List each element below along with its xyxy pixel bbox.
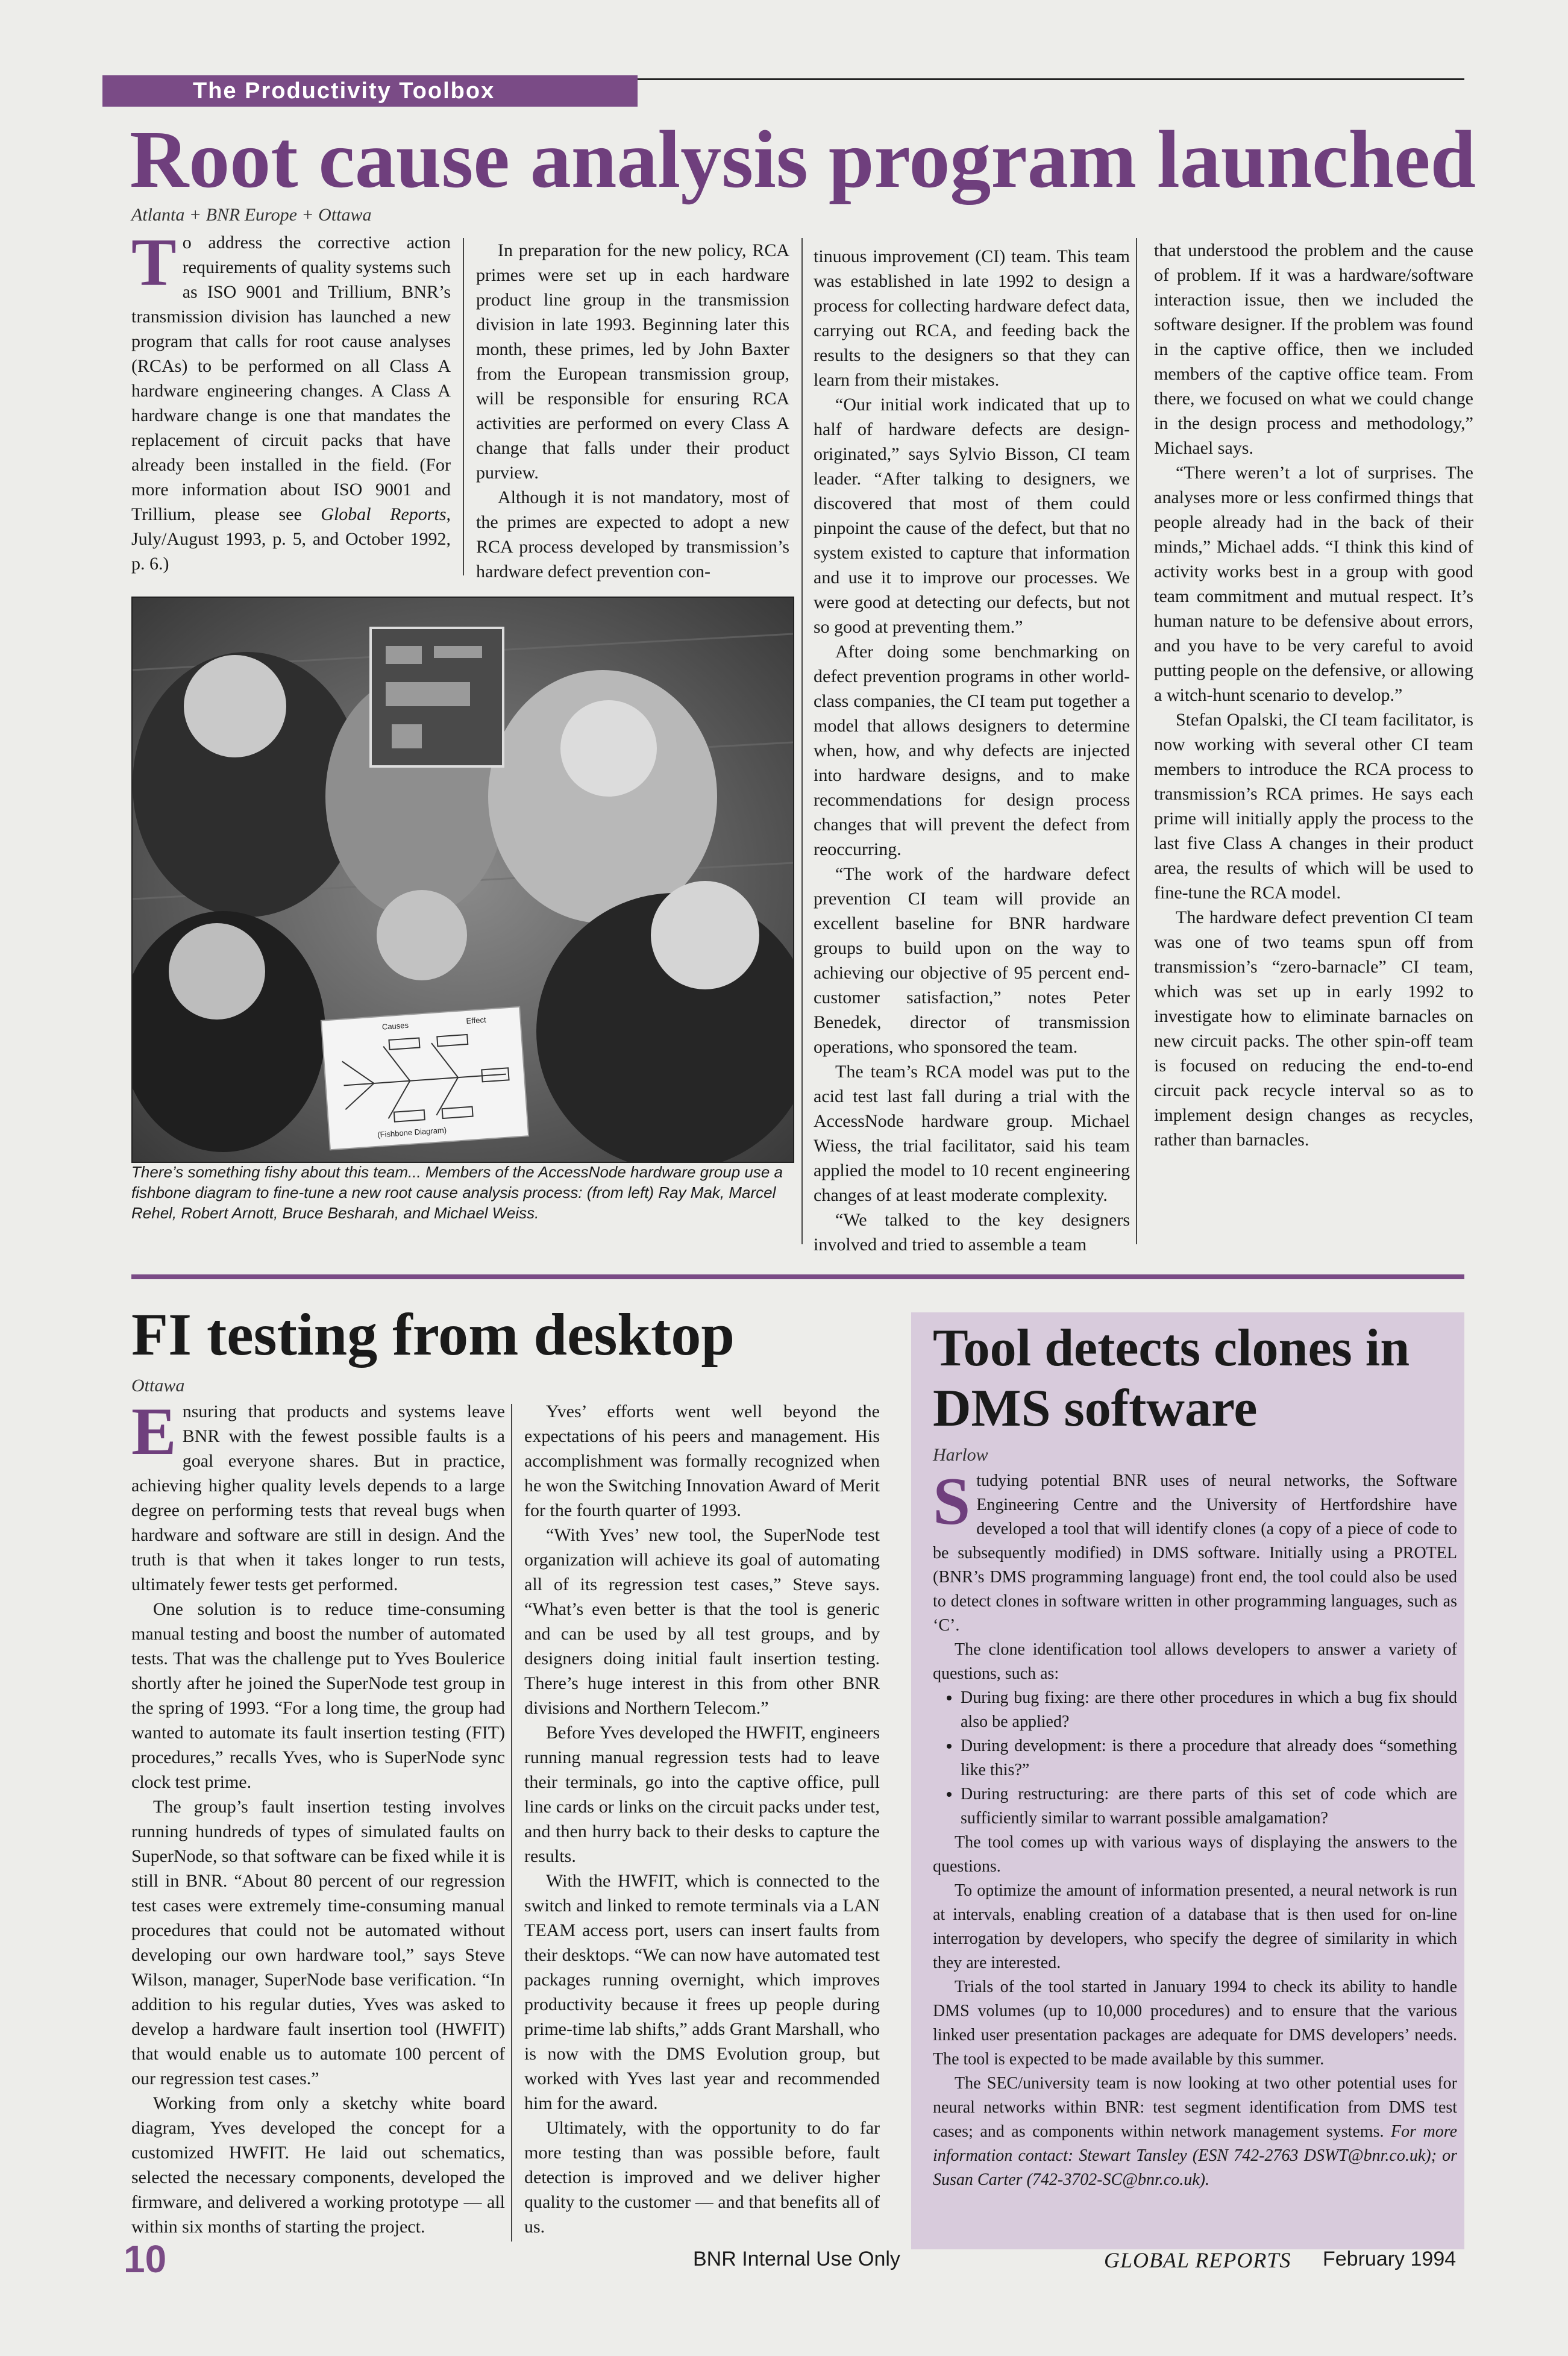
footer-classification: BNR Internal Use Only <box>693 2248 900 2270</box>
article2-column-2 <box>524 1399 880 2255</box>
paragraph: To optimize the amount of information presented, a neural network is run at intervals, enabling creation of a database that is then used for on-line interrogation by developers, who specify the degree of similarity in which they are interested. <box>933 1881 1457 1972</box>
column-rule <box>511 1404 512 2242</box>
article2-column-1 <box>131 1399 505 2255</box>
team-photo <box>131 597 794 1163</box>
paragraph: “Our initial work indicated that up to half of hardware defects are design-originated,” says Sylvio Bisson, CI team leader. “After talking to designers, we discovered that most of them could pinpoint the cause of the defect, but that no system existed to capture that information and use it to improve our processes. We were good at detecting our defects, but not so good at preventing them.” <box>814 395 1130 637</box>
sidebar-body <box>933 1469 1457 2246</box>
paragraph: Working from only a sketchy white board diagram, Yves developed the concept for a customized HWFIT. He laid out schematics, selected the necessary components, developed the firmware, and delivered a working prototype — all within six months of starting the project. <box>131 2093 505 2237</box>
question-list <box>933 1686 1457 1831</box>
paragraph: Trials of the tool started in January 1994 to check its ability to handle DMS volumes (up to 10,000 procedures) and to ensure that the various linked user presentation packages are adequate for DMS developers’ needs. The tool is expected to be made available by this summer. <box>933 1978 1457 2069</box>
dropcap: T <box>131 230 177 300</box>
paragraph: Stefan Opalski, the CI team facilitator, is now working with several other CI team members to introduce the RCA process to transmission’s RCA primes. He says each prime will initially apply the process to the last five Class A changes in their product area, the results of which will be used to fine-tune the RCA model. <box>1154 710 1473 903</box>
team-photo-illustration <box>133 598 793 1162</box>
paragraph: The team’s RCA model was put to the acid test last fall during a trial with the AccessNode hardware group. Michael Wiess, the trial facilitator, said his team applied the model to 10 recent engineering changes of at least moderate complexity. <box>814 1062 1130 1205</box>
article1-column-3 <box>814 244 1130 1256</box>
paragraph: “The work of the hardware defect prevention CI team will provide an excellent baseline for BNR hardware groups to build upon on the way to achieving our objective of 95 percent end-customer satisfaction,” notes Peter Benedek, director of transmission operations, who sponsored the team. <box>814 864 1130 1057</box>
paragraph: One solution is to reduce time-consuming manual testing and boost the number of automated tests. That was the challenge put to Yves Boulerice shortly after he joined the SuperNode test group in the spring of 1993. “For a long time, the group had wanted to automate its fault insertion testing (FIT) procedures,” recalls Yves, who is SuperNode sync clock test prime. <box>131 1599 505 1792</box>
paragraph: With the HWFIT, which is connected to the switch and linked to remote terminals via a LAN TEAM access port, users can insert faults from their desktops. “We can now have automated test packages running overnight, which improves productivity because it frees up people during prime-time lab shifts,” adds Grant Marshall, who is now with the DMS Evolution group, but worked with Yves last year and recommended him for the award. <box>524 1871 880 2113</box>
publication-reference: Global Reports <box>321 504 447 524</box>
paragraph: , July/August 1993, p. 5, and October 1992, p. 6.) <box>131 504 451 574</box>
contact-info: For more information contact: Stewart Tansley (ESN 742-2763 DSWT@bnr.co.uk); or Susan Carter (742-3702-SC@bnr.co.uk). <box>933 2122 1457 2189</box>
paragraph: Before Yves developed the HWFIT, engineers running manual regression tests had to leave their terminals, go into the captive office, pull line cards or links on the circuit packs under test, and then hurry back to their desks to capture the results. <box>524 1723 880 1866</box>
dropcap: E <box>131 1399 177 1469</box>
diagram-effect-label: Effect <box>466 1015 487 1026</box>
paragraph: “We talked to the key designers involved and tried to assemble a team <box>814 1210 1130 1255</box>
article1-headline: Root cause analysis program launched <box>130 114 1476 205</box>
article2-dateline: Ottawa <box>131 1376 185 1396</box>
article1-column-2 <box>476 238 789 581</box>
page-number: 10 <box>124 2237 167 2281</box>
paragraph: tudying potential BNR uses of neural networks, the Software Engineering Centre and the University of Hertfordshire have developed a tool that will identify clones (a copy of a piece of code to be subsequently modified) in DMS software. Initially using a PROTEL (BNR’s DMS programming language) front end, the tool could also be used to detect clones in software written in other programming languages, such as ‘C’. <box>933 1471 1457 1635</box>
paragraph: o address the corrective action requirements of quality systems such as ISO 9001 and Trillium, BNR’s transmission division has launched a new program that calls for root cause analyses (RCAs) to be performed on all Class A hardware engineering changes. A Class A hardware change is one that mandates the replacement of circuit packs that have already been installed in the field. (For more information about ISO 9001 and Trillium, please see <box>131 233 451 524</box>
paragraph: that understood the problem and the cause of problem. If it was a hardware/software interaction issue, then we included the software designer. If the problem was found in the captive office, then we included members of the captive office team. From there, we focused on what we could change in the design process and methodology,” Michael says. <box>1154 240 1473 458</box>
paragraph: The hardware defect prevention CI team was one of two teams spun off from transmission’s “zero-barnacle” CI team, which was set up in early 1992 to investigate how to eliminate barnacles on new circuit packs. The other spin-off team is focused on reducing the end-to-end circuit pack recycle interval so as to implement design changes as recycles, rather than barnacles. <box>1154 907 1473 1150</box>
paragraph: Yves’ efforts went well beyond the expectations of his peers and management. His accomplishment was formally recognized when he won the Switching Innovation Award of Merit for the fourth quarter of 1993. <box>524 1402 880 1520</box>
paragraph: The tool comes up with various ways of displaying the answers to the questions. <box>933 1833 1457 1876</box>
paragraph: The group’s fault insertion testing involves running hundreds of types of simulated faults on SuperNode, so that software can be fixed while it is still in BNR. “About 80 percent of our regression test cases were extremely time-consuming manual procedures that could not be automated without developing our own hardware tool,” says Steve Wilson, manager, SuperNode base verification. “In addition to his regular duties, Yves was asked to develop a hardware fault insertion tool (HWFIT) that would enable us to automate 100 percent of our regression test cases.” <box>131 1797 505 2088</box>
paragraph: The SEC/university team is now looking at two other potential uses for neural networks within BNR: test segment identification from DMS test cases; and as components within network management systems. <box>933 2074 1457 2141</box>
article1-dateline: Atlanta + BNR Europe + Ottawa <box>131 205 372 225</box>
paragraph: After doing some benchmarking on defect prevention programs in other world-class companies, the CI team put together a model that allows designers to determine when, how, and why defects are injected into hardware designs, and to make recommendations for design process changes that will prevent the defect from reoccurring. <box>814 642 1130 859</box>
diagram-causes-label: Causes <box>381 1020 409 1032</box>
section-label: The Productivity Toolbox <box>102 75 638 107</box>
sidebar-dateline: Harlow <box>933 1445 988 1465</box>
list-item: • During bug fixing: are there other procedures in which a bug fix should also be applied? <box>961 1686 1457 1734</box>
paragraph: The clone identification tool allows developers to answer a variety of questions, such as: <box>933 1640 1457 1683</box>
paragraph: Ultimately, with the opportunity to do far more testing than was possible before, fault detection is improved and we deliver higher quality to the customer — and that benefits all of us. <box>524 2118 880 2237</box>
paragraph: In preparation for the new policy, RCA primes were set up in each hardware product line group in the transmission division in late 1993. Beginning later this month, these primes, led by John Baxter from the European transmission group, will be responsible for ensuring RCA activities are performed on every Class A change that falls under their product purview. <box>476 240 789 483</box>
photo-caption: There’s something fishy about this team... Members of the AccessNode hardware group use a fishbone diagram to fine-tune a new root cause analysis process: (from left) Ray Mak, Marcel Rehel, Robert Arnott, Bruce Besharah, and Michael Weiss. <box>131 1163 783 1222</box>
paragraph: Although it is not mandatory, most of the primes are expected to adopt a new RCA process developed by transmission’s hardware defect prevention con- <box>476 487 789 581</box>
paragraph: nsuring that products and systems leave BNR with the fewest possible faults is a goal everyone shares. But in practice, achieving higher quality levels depends to a large degree on performing tests that reveal bugs when hardware and software are still in design. And the truth is that when it takes longer to run tests, ultimately fewer tests get performed. <box>131 1402 505 1594</box>
list-item: • During restructuring: are there parts of this set of code which are sufficiently similar to warrant possible amalgamation? <box>961 1782 1457 1831</box>
article1-column-4 <box>1154 238 1473 1202</box>
article1-column-1 <box>131 230 451 580</box>
column-rule <box>801 238 803 1244</box>
paragraph: tinuous improvement (CI) team. This team was established in late 1992 to design a process for collecting hardware defect data, carrying out RCA, and feeding back the results to the designers so that they can learn from their mistakes. <box>814 246 1130 390</box>
header-rule <box>638 78 1464 80</box>
list-item: • During development: is there a procedure that already does “something like this?” <box>961 1734 1457 1782</box>
sidebar-headline: Tool detects clones in DMS software <box>933 1319 1410 1438</box>
paragraph: “There weren’t a lot of surprises. The analyses more or less confirmed things that people already had in the back of their minds,” Michael adds. “I think this kind of activity works best in a group with good team commitment and mutual respect. It’s human nature to be defensive about errors, and you have to be very careful to avoid putting people on the defensive, or allowing a witch-hunt scenario to develop.” <box>1154 463 1473 705</box>
column-rule <box>1136 238 1137 1244</box>
article2-headline: FI testing from desktop <box>131 1301 735 1368</box>
section-divider <box>131 1274 1464 1279</box>
diagram-title-label: (Fishbone Diagram) <box>377 1125 447 1139</box>
footer-date: February 1994 <box>1323 2248 1457 2270</box>
footer-publication: GLOBAL REPORTS <box>1104 2248 1291 2272</box>
paragraph: “With Yves’ new tool, the SuperNode test organization will achieve its goal of automating all of its regression test cases,” Steve says. “What’s even better is that the tool is generic and can be used by all test groups, and by designers doing initial fault insertion testing. There’s huge interest in this from other BNR divisions and Northern Telecom.” <box>524 1525 880 1718</box>
column-rule <box>463 238 464 575</box>
dropcap: S <box>933 1469 971 1539</box>
